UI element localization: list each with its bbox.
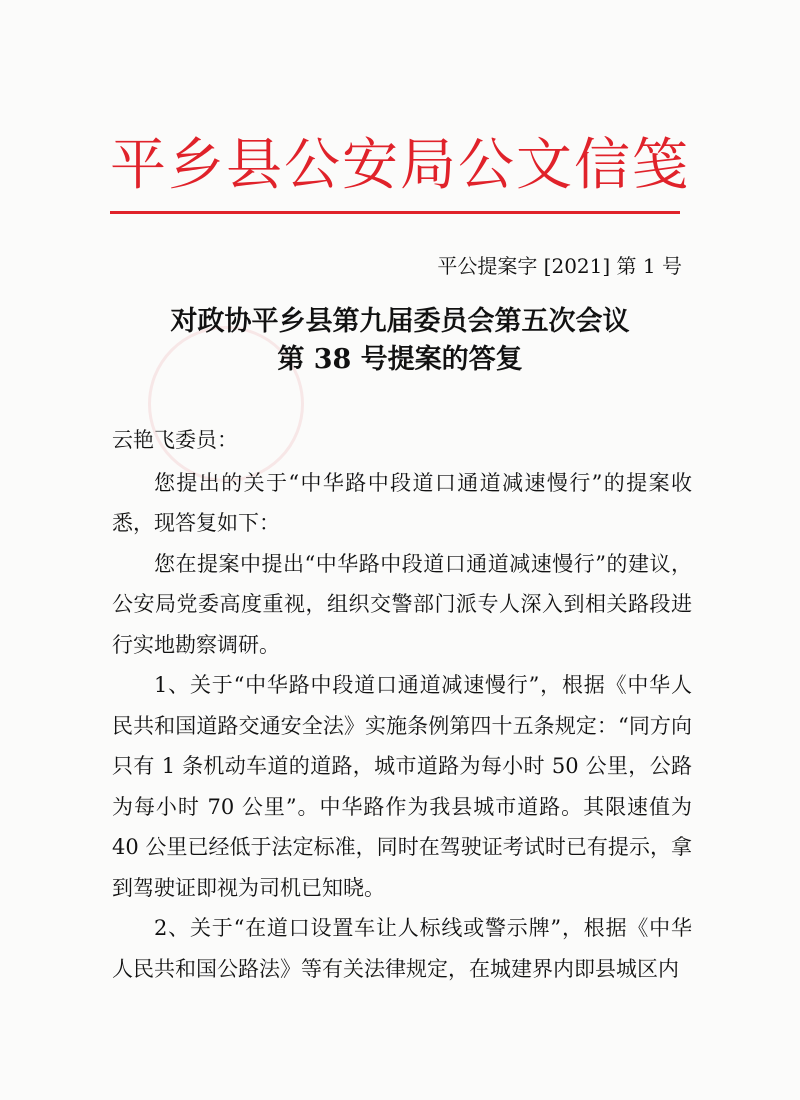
paragraph-1: 您提出的关于“中华路中段道口通道减速慢行”的提案收悉，现答复如下： bbox=[112, 470, 692, 535]
letterhead-title: 平乡县公安局公文信笺 bbox=[110, 133, 690, 198]
document-title bbox=[0, 303, 800, 379]
letterhead-red-rule bbox=[110, 211, 680, 214]
document-title-line-2: 第 38 号提案的答复 bbox=[277, 344, 523, 375]
paragraph-2: 您在提案中提出“中华路中段道口通道减速慢行”的建议，公安局党委高度重视，组织交警部门派专人深入到相关路段进行实地勘察调研。 bbox=[112, 551, 692, 657]
document-title-line-1: 对政协平乡县第九届委员会第五次会议 bbox=[170, 306, 630, 337]
paragraph-3: 1、关于“中华路中段道口通道减速慢行”，根据《中华人民共和国道路交通安全法》实施条例第四十五条规定：“同方向只有 1 条机动车道的道路，城市道路为每小时 50 公里，公路为每小时 70 公里”。中华路作为我县城市道路。其限速值为 40 公里已经低于法定标准，同时在驾驶证考试时已有提示，拿到驾驶证即视为司机已知晓。 bbox=[112, 673, 692, 900]
paragraph-4: 2、关于“在道口设置车让人标线或警示牌”，根据《中华人民共和国公路法》等有关法律规定，在城建界内即县城区内 bbox=[112, 916, 692, 981]
document-number: 平公提案字 [2021] 第 1 号 bbox=[437, 254, 682, 278]
salutation: 云艳飞委员： bbox=[112, 428, 238, 452]
document-body bbox=[112, 420, 692, 989]
